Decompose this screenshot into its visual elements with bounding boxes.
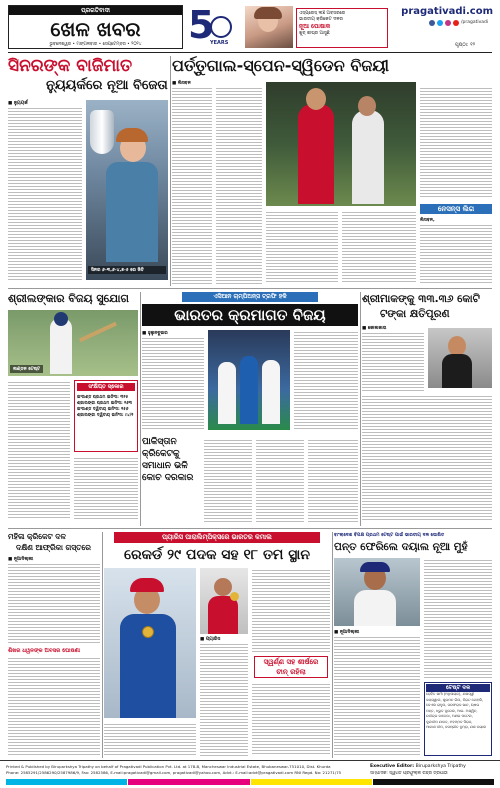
women-headline-2: ଦକ୍ଷିଣ ଆଫ୍ରିକା ଗସ୍ତରେ [16, 543, 91, 552]
sinner-dateline: ■ ନ୍ୟୁୟର୍କ [8, 101, 28, 106]
sinner-photo [86, 100, 168, 280]
nations-league-body [420, 223, 492, 284]
editor-label: Executive Editor: [370, 764, 415, 769]
paralympics-subhead-box [254, 656, 328, 678]
paralympics-photo [104, 568, 196, 718]
sinner-story [8, 56, 168, 284]
pant-kicker: ବାଂଲାଦେଶ ବିପକ୍ଷ ପ୍ରଥମ ଟେଷ୍ଟ ପାଇଁ ଭାରତୀୟ ଦଳ ଘୋଷିତ [334, 533, 445, 538]
hockey-story [142, 292, 358, 432]
squad-line: ଆକାଶ ଦୀପ, ଜସପ୍ରୀତ ବୁମ୍ରା, ଯଶ ଦୟାଲ [426, 725, 487, 729]
sinner-headline: ସିନରଙ୍କ ବାଜିମାତ [8, 56, 133, 76]
squad-line: ରୋହିତ ଶର୍ମା (ଅଧିନାୟକ), ଯଶସ୍ୱୀ [426, 692, 475, 696]
score-title: ସଂକ୍ଷିପ୍ତ ସ୍କୋର [77, 383, 135, 391]
pakistan-body-3 [308, 438, 358, 522]
paralympics-col-1 [200, 642, 248, 756]
pant-body-2 [424, 558, 492, 678]
instagram-icon[interactable] [445, 20, 451, 26]
kolkata-body [362, 394, 492, 520]
page-number: ପୃଷ୍ଠା: ୧୨ [455, 42, 476, 48]
hockey-col-1 [142, 336, 204, 430]
score-line: ଶ୍ରୀଲଙ୍କା ଦ୍ୱିତୀୟ ଇନିଂସ: ୯୪/୧ [77, 412, 134, 417]
srilanka-photo-caption: ଲଣ୍ଡନ ଟେଷ୍ଟ [10, 365, 43, 373]
paralympics-col-4 [104, 722, 196, 756]
portugal-col-5 [420, 86, 492, 198]
pakistan-headline [142, 436, 200, 484]
pakistan-headline-2: କ୍ରିକେଟକୁ [142, 449, 180, 459]
anniv-number: 5 [188, 3, 215, 47]
srilanka-body-text-2 [74, 456, 138, 520]
footer-line-1: Printed & Published by Biruparkshya Tripathy on behalf of Pragativadi Publication Pvt. Ltd. at 178-B, Mancheswar Industrial Estate, Bhubaneswar-751010, Dist. Khurda [6, 764, 331, 769]
sinner-subheadline: ନ୍ୟୁୟର୍କରେ ନୂଆ ବିଜେତା [46, 78, 168, 93]
anniv-ring-icon [210, 16, 232, 38]
score-line: ଇଂଲଣ୍ଡ ଦ୍ୱିତୀୟ ଇନିଂସ: ୧୫୬ [77, 406, 129, 411]
nations-league-tag: ନେସନ୍ସ ଲିଗ [420, 204, 492, 214]
twitter-icon[interactable] [437, 20, 443, 26]
promo-line-4: ଖୁବ୍ ଶୀଘ୍ର ଆସୁଛି [299, 31, 330, 36]
hockey-col-2 [294, 330, 358, 430]
kolkata-dateline: ■ କୋଲକାତା [362, 326, 387, 331]
anniversary-logo [186, 4, 240, 50]
squad-line: ପନ୍ତ, ଧ୍ରୁବ ଜୁରେଲ, ଆର. ଅଶ୍ୱିନ, [426, 708, 478, 713]
kolkata-story [362, 292, 492, 524]
nations-league-dateline: ଲିସବନ, [420, 218, 435, 223]
score-line: ଶ୍ରୀଲଙ୍କା ପ୍ରଥମ ଇନିଂସ: ୨୬୩ [77, 400, 133, 405]
pant-dateline: ■ ନୂଆଦିଲ୍ଲୀ [334, 630, 360, 635]
hockey-dateline: ■ ହୁଲୁନବୁଇର [142, 331, 168, 336]
sinner-photo-caption: ସିନର ୬-୩,୬-୪,୭-୫ ରେ ଜିତି [88, 266, 166, 274]
portugal-col-3 [266, 210, 338, 284]
squad-line: କୁଲଦୀପ ଯାଦବ, ମହମ୍ମଦ ସିରାଜ, [426, 719, 473, 724]
srilanka-headline: ଶ୍ରୀଲଙ୍କାର ବିଜୟ ସୁଯୋଗ [8, 292, 129, 305]
hockey-kicker: ଏସିଆନ ଚାମ୍ପିଅନ୍ସ ଟ୍ରଫି ହକି [182, 292, 318, 302]
anniv-label: YEARS [210, 40, 229, 46]
pakistan-body-1 [204, 438, 252, 522]
srilanka-story [8, 292, 138, 524]
squad-title: ଟେଷ୍ଟ ଦଳ [426, 684, 490, 692]
promo-line-2: ଭାରତୀୟ କ୍ରିକେଟ ଦଳର [299, 17, 343, 22]
promo-box [296, 8, 388, 48]
footer-line-2: Phone: 2585291/2586290/2587986/9, Fax: 2582586, E-mail:pragativadi@gmail.com, pragativadi@yahoo.com, Advt.: E-mail:advt@pragativadi.com RNI Regd. No: 21271/75 [6, 770, 342, 775]
portugal-headline: ପର୍ତ୍ତୁଗାଲ-ସ୍ପେନ-ସ୍ୱିଡେନ ବିଜୟୀ [172, 56, 389, 75]
paralympics-col-2 [252, 568, 330, 652]
site-name[interactable]: pragativadi.com [401, 6, 493, 17]
srilanka-body-text [8, 380, 70, 520]
kolkata-headline-2: ଟଙ୍କା କ୍ଷତିପୂରଣ [380, 308, 450, 320]
women-body-2 [8, 656, 100, 756]
social-handle: /pragativadi [461, 20, 489, 25]
hockey-photo [208, 330, 290, 430]
date-line: ଭୁବନେଶ୍ୱର • ମଙ୍ଗଳବାର • ସେପ୍ଟେମ୍ବର • ୨୦୨୪ [49, 42, 142, 47]
promo-photo [245, 6, 293, 48]
women-headline-1: ମହିଳା କ୍ରିକେଟ ଦଳ [8, 532, 66, 541]
srilanka-photo [8, 310, 138, 376]
facebook-icon[interactable] [429, 20, 435, 26]
pakistan-headline-3: ସମାଧାନ ଭଳି [142, 461, 188, 471]
pakistan-body-2 [256, 438, 304, 522]
youtube-icon[interactable] [453, 20, 459, 26]
cricket-bat-icon [79, 322, 117, 343]
promo-line-1: ଏସ୍‌ପ୍ରେସ୍ ଲଞ୍ଚ ଅବସରରେ [299, 11, 346, 16]
pant-story [334, 532, 492, 758]
paralympics-kicker: ପ୍ୟାରିସ ପାରାଲିମ୍ପିକ୍ସରେ ଭାରତର କମାଲ [114, 532, 320, 543]
squad-list [426, 692, 490, 731]
section-title: ଖେଳ ଖବର [50, 17, 141, 41]
paralympics-headline: ରେକର୍ଡ ୨୯ ପଦକ ସହ ୧୮ ତମ ସ୍ଥାନ [123, 547, 311, 563]
hockey-headline: ଭାରତର କ୍ରମାଗତ ବିଜୟ [142, 304, 358, 326]
women-dateline: ■ ନୂଆଦିଲ୍ଲୀ [8, 557, 34, 562]
brand-small: ପ୍ରଗତିବାଦୀ [9, 6, 182, 15]
footer-editor [370, 764, 494, 770]
pakistan-headline-1: ପାକିସ୍ତାନ [142, 437, 177, 447]
pant-headline: ପନ୍ତ ଫେରିଲେ ଦୟାଲ ନୂଆ ମୁହଁ [334, 541, 468, 553]
squad-box [424, 682, 492, 756]
paralympics-col-3 [252, 682, 330, 756]
dhawan-subhead: ଶିଖର ଧୱନଙ୍କ ଅବସର ଘୋଷଣା [8, 648, 80, 654]
medal-icon [142, 626, 154, 638]
sinner-body-text [8, 106, 82, 282]
paralympics-sub-2: ଚୀନ୍ ରହିଲା [276, 668, 306, 676]
trophy-icon [90, 110, 114, 154]
pant-photo [334, 558, 420, 626]
kolkata-photo [428, 328, 492, 388]
kolkata-col-1 [362, 331, 424, 391]
score-box [74, 380, 138, 452]
social-icons [395, 20, 493, 26]
registration-bar [6, 779, 494, 785]
portugal-col-4 [342, 210, 416, 284]
paralympics-photo-2 [200, 568, 248, 634]
squad-line: କେଏଲ ରାହୁଲ, ସରଫରାଜ ଖାନ, ଋଷଭ [426, 703, 480, 707]
section-title-box [8, 5, 183, 49]
pakistan-story [142, 436, 358, 524]
portugal-story [172, 56, 492, 288]
kolkata-headline-1: ଶ୍ରୀମାକଙ୍କୁ ୩୩.୩୬ କୋଟି [362, 293, 480, 305]
paralympics-sub-1: ସ୍ୱର୍ଣ୍ଣ ସହ ଶୀର୍ଷରେ [263, 658, 319, 666]
squad-line: ରବୀନ୍ଦ୍ର ଜାଡେଜା, ଅକ୍ଷର ପଟେଲ, [426, 714, 473, 718]
women-cricket-story [8, 532, 100, 758]
score-line: ଇଂଲଣ୍ଡ ପ୍ରଥମ ଇନିଂସ: ୩୨୫ [77, 394, 129, 399]
women-body-1 [8, 562, 100, 644]
portugal-col-1 [172, 86, 212, 284]
pant-body-1 [334, 635, 420, 756]
pakistan-headline-4: କୋଚ ଦରକାର [142, 473, 194, 483]
medal-icon [230, 592, 239, 601]
footer [0, 760, 500, 788]
score-lines [77, 394, 135, 418]
squad-line: ଜୟସ୍ୱାଲ, ଶୁଭମନ ଗିଲ, ବିରାଟ କୋହଲି, [426, 697, 484, 702]
promo-line-3: ନୂଆ ପୋଷାକ [299, 23, 331, 30]
portugal-photo [266, 82, 416, 206]
portugal-dateline: ■ ଲିସବନ [172, 81, 191, 86]
portugal-col-2 [216, 86, 262, 284]
paralympics-story [104, 532, 330, 758]
editor-tag: ସମ୍ପାଦକ: ସ୍ୱର୍ଗତ ପ୍ରଫୁଲ୍ଲ ଚନ୍ଦ୍ର ତ୍ରିପାଠୀ [370, 771, 448, 776]
paralympics-dateline: ■ ପ୍ୟାରିସ [200, 637, 221, 642]
editor-name: Biruparkshya Tripathy [415, 764, 466, 769]
